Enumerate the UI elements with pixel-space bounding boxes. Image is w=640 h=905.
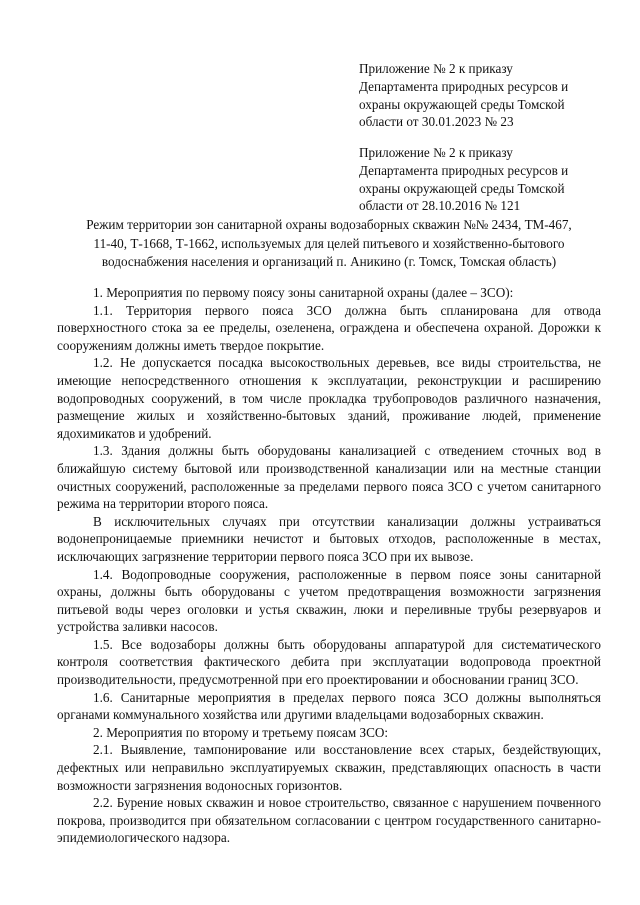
appendix-note-line: области от 28.10.2016 № 121	[359, 198, 521, 214]
appendix-note-line: Департамента природных ресурсов и	[359, 78, 569, 94]
title-line: Режим территории зон санитарной охраны водозаборных скважин №№ 2434, ТМ-467,	[86, 217, 572, 232]
document-title	[58, 216, 600, 272]
paragraph-1-1: 1.1. Территория первого пояса ЗСО должна быть спланирована для отвода поверхностного стока за ее пределы, озеленена, ограждена и обеспечена охраной. Дорожки к сооружениям должны иметь твердое покрытие.	[57, 302, 601, 353]
paragraph-1-3-exception: В исключительных случаях при отсутствии канализации должны устраиваться водонепроницаемые приемники нечистот и бытовых отходов, расположенные в местах, исключающих загрязнение территории первого пояса ЗСО при их вывозе.	[57, 513, 601, 564]
appendix-note-line: Департамента природных ресурсов и	[359, 162, 569, 178]
appendix-note-line: охраны окружающей среды Томской	[359, 180, 565, 196]
paragraph-2-2: 2.2. Бурение новых скважин и новое строительство, связанное с нарушением почвенного покрова, производится при обязательном согласовании с центром государственного санитарно-эпидемиологического надзора.	[57, 795, 601, 846]
paragraph-1-2: 1.2. Не допускается посадка высокоствольных деревьев, все виды строительства, не имеющие непосредственного отношения к эксплуатации, реконструкции и расширению водопроводных сооружений, в том числе прокладка трубопроводов различного назначения, размещение жилых и хозяйственно-бытовых зданий, проживание людей, применение ядохимикатов и удобрений.	[57, 355, 601, 441]
paragraph-1-3: 1.3. Здания должны быть оборудованы канализацией с отведением сточных вод в ближайшую систему бытовой или производственной канализации или на местные станции очистных сооружений, расположенные за пределами первого пояса ЗСО с учетом санитарного режима на территории второго пояса.	[57, 443, 601, 512]
paragraph-1-5: 1.5. Все водозаборы должны быть оборудованы аппаратурой для систематического контроля соответствия фактического дебита при эксплуатации водопровода проектной производительности, предусмотренной при его проектировании и обосновании границ ЗСО.	[57, 636, 601, 688]
document-body	[57, 284, 601, 847]
paragraph-1-4: 1.4. Водопроводные сооружения, расположенные в первом поясе зоны санитарной охраны, должны быть оборудованы с учетом предотвращения возможности загрязнения питьевой воды через оголовки и устья скважин, люки и переливные трубы резервуаров и устройства заливки насосов.	[57, 566, 601, 635]
paragraph-1-6: 1.6. Санитарные мероприятия в пределах первого пояса ЗСО должны выполняться органами коммунального хозяйства или другими владельцами водозаборных скважин.	[57, 689, 601, 723]
appendix-note-line: области от 30.01.2023 № 23	[359, 114, 514, 130]
paragraph-section-1-heading: 1. Мероприятия по первому поясу зоны санитарной охраны (далее – ЗСО):	[93, 285, 514, 300]
title-line: водоснабжения населения и организаций п. Аникино (г. Томск, Томская область)	[101, 254, 557, 270]
appendix-note-current	[359, 60, 600, 131]
appendix-note-line: Приложение № 2 к приказу	[359, 145, 513, 160]
appendix-note-line: охраны окружающей среды Томской	[359, 96, 565, 112]
appendix-note-original	[359, 144, 600, 215]
title-line: 11-40, Т-1668, Т-1662, используемых для целей питьевого и хозяйственно-бытового	[93, 235, 565, 251]
paragraph-2-1: 2.1. Выявление, тампонирование или восстановление всех старых, бездействующих, дефектных или неправильно эксплуатируемых скважин, представляющих опасность в части возможности загрязнения водоносных горизонтов.	[57, 742, 601, 793]
paragraph-section-2-heading: 2. Мероприятия по второму и третьему поясам ЗСО:	[93, 724, 389, 740]
appendix-note-line: Приложение № 2 к приказу	[359, 61, 513, 76]
